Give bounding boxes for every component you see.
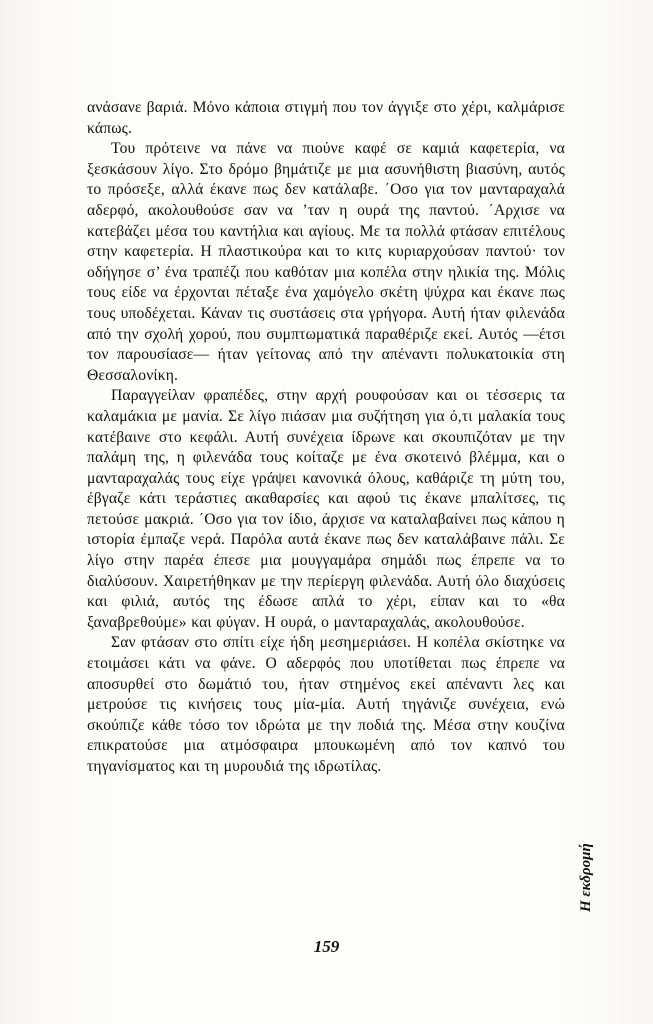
running-header: Η εκδρομή xyxy=(578,843,594,912)
paragraph: Παραγγείλαν φραπέδες, στην αρχή ρουφούσαν και οι τέσσερις τα καλαμάκια με μανία. Σε λίγο πιάσαν μια συζήτηση για ό,τι μαλακία τους κατέβαινε στο κεφάλι. Αυτή συνέχεια ίδρωνε και σκουπιζόταν με την παλάμη της, η φιλενάδα τους κοίταζε με ένα σκοτεινό βλέμμα, και ο μανταραχαλάς τους είχε γράψει κανονικά όλους, καθάριζε τη μύτη του, έβγαζε κάτι τεράστιες ακαθαρσίες και αφού τις έκανε μπαλίτσες, τις πετούσε μακριά. ΄Οσο για τον ίδιο, άρχισε να καταλαβαίνει πως κάπου η ιστορία έμπαζε νερά. Παρόλα αυτά έκανε πως δεν καταλάβαινε πάλι. Σε λίγο στην παρέα έπεσε μια μουγγαμάρα σημάδι πως έπρεπε να το διαλύσουν. Χαιρετήθηκαν με την περίεργη φιλενάδα. Αυτή όλο διαχύσεις και φιλιά, αυτός της έδωσε απλά το χέρι, είπαν και το «θα ξαναβρεθούμε» και φύγαν. Η ουρά, ο μανταραχαλάς, ακολουθούσε. xyxy=(87,387,565,631)
paragraph: ανάσανε βαριά. Μόνο κάποια στιγμή που τον άγγιξε στο χέρι, καλμάρισε κάπως. xyxy=(87,99,565,137)
page-number: 159 xyxy=(313,937,340,956)
paragraph: Σαν φτάσαν στο σπίτι είχε ήδη μεσημεριάσει. Η κοπέλα σκίστηκε να ετοιμάσει κάτι να φάνε. Ο αδερφός που υποτίθεται πως έπρεπε να αποσυρθεί στο δωμάτιό του, ήταν στημένος εκεί απέναντι λες και μετρούσε τις κινήσεις τους μία-μία. Αυτή τηγάνιζε συνέχεια, ενώ σκούπιζε κάθε τόσο τον ιδρώτα με την ποδιά της. Μέσα στην κουζίνα επικρατούσε μια ατμόσφαιρα μπουκωμένη από τον καπνό του τηγανίσματος και τη μυρουδιά της ιδρωτίλας. xyxy=(87,634,565,775)
paragraph: Του πρότεινε να πάνε να πιούνε καφέ σε καμιά καφετερία, να ξεσκάσουν λίγο. Στο δρόμο βημάτιζε με μια ασυνήθιστη βιασύνη, αυτός το πρόσεξε, αλλά έκανε πως δεν κατάλαβε. ΄Οσο για τον μανταραχαλά αδερφό, ακολουθούσε σαν να ’ταν η ουρά της παντού. ΄Αρχισε να κατεβάζει μέσα του καντήλια και αγίους. Με τα πολλά φτάσαν επιτέλους στην καφετερία. Η πλαστικούρα και το κιτς κυριαρχούσαν παντού· τον οδήγησε σ’ ένα τραπέζι που καθόταν μια κοπέλα στην ηλικία της. Μόλις τους είδε να έρχονται πέταξε ένα χαμόγελο σκέτη ψύχρα και έκανε πως τους υποδέχεται. Κάναν τις συστάσεις στα γρήγορα. Αυτή ήταν φιλενάδα από την σχολή χορού, που συμπτωματικά παραθέριζε εκεί. Αυτός —έτσι τον παρουσίασε— ήταν γείτονας από την απέναντι πολυκατοικία στη Θεσσαλονίκη. xyxy=(87,140,565,384)
body-text xyxy=(87,98,565,778)
